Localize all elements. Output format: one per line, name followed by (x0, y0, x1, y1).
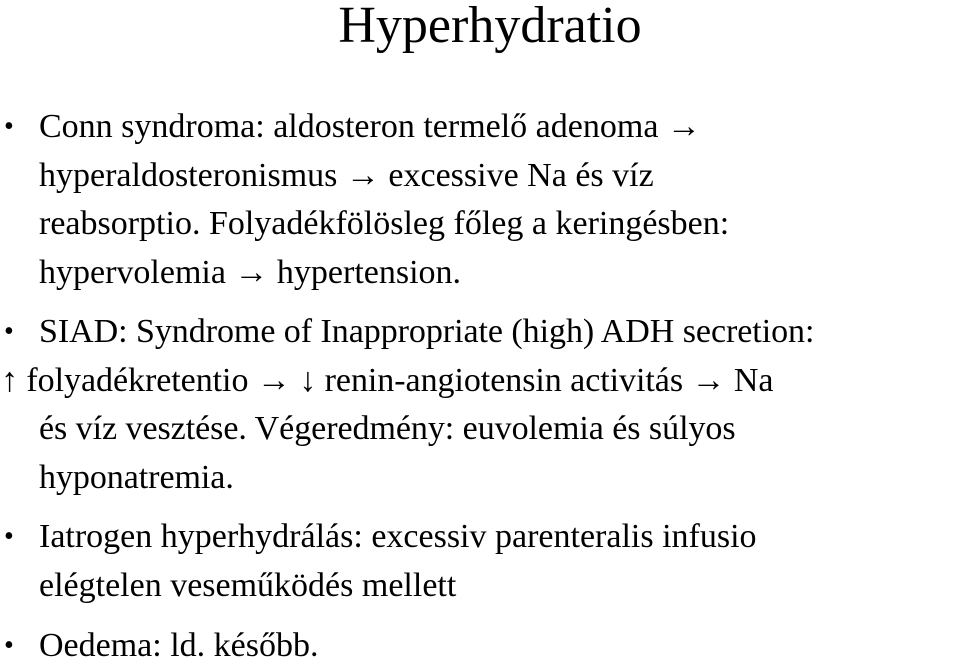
bullet-item (0, 103, 960, 297)
bullet-line: reabsorptio. Folyadékfölösleg főleg a keringésben: (39, 205, 730, 242)
bullet-dot: • (4, 111, 14, 142)
slide-title: Hyperhydratio (338, 0, 642, 54)
bullet-line: hypervolemia → hypertension. (39, 253, 462, 291)
bullet-list (0, 103, 960, 671)
bullet-dot: • (4, 316, 14, 347)
bullet-item (0, 308, 960, 502)
bullet-dot: • (4, 630, 14, 661)
bullet-line: Oedema: ld. később. (39, 627, 319, 664)
bullet-line: Conn syndroma: aldosteron termelő adenoma → (39, 108, 701, 145)
bullet-line: ↑ folyadékretentio → ↓ renin-angiotensin activitás → Na (1, 361, 774, 399)
bullet-item (0, 513, 960, 610)
bullet-line: Iatrogen hyperhydrálás: excessiv parenteralis infusio (39, 518, 757, 555)
bullet-line: hyponatremia. (39, 458, 234, 496)
bullet-line: hyperaldosteronismus → excessive Na és víz (39, 156, 654, 194)
bullet-line: és víz vesztése. Végeredmény: euvolemia és súlyos (39, 410, 736, 447)
bullet-item (0, 622, 960, 671)
bullet-line: elégtelen veseműködés mellett (39, 566, 457, 604)
bullet-dot: • (4, 521, 14, 552)
bullet-line: SIAD: Syndrome of Inappropriate (high) ADH secretion: (39, 313, 815, 350)
